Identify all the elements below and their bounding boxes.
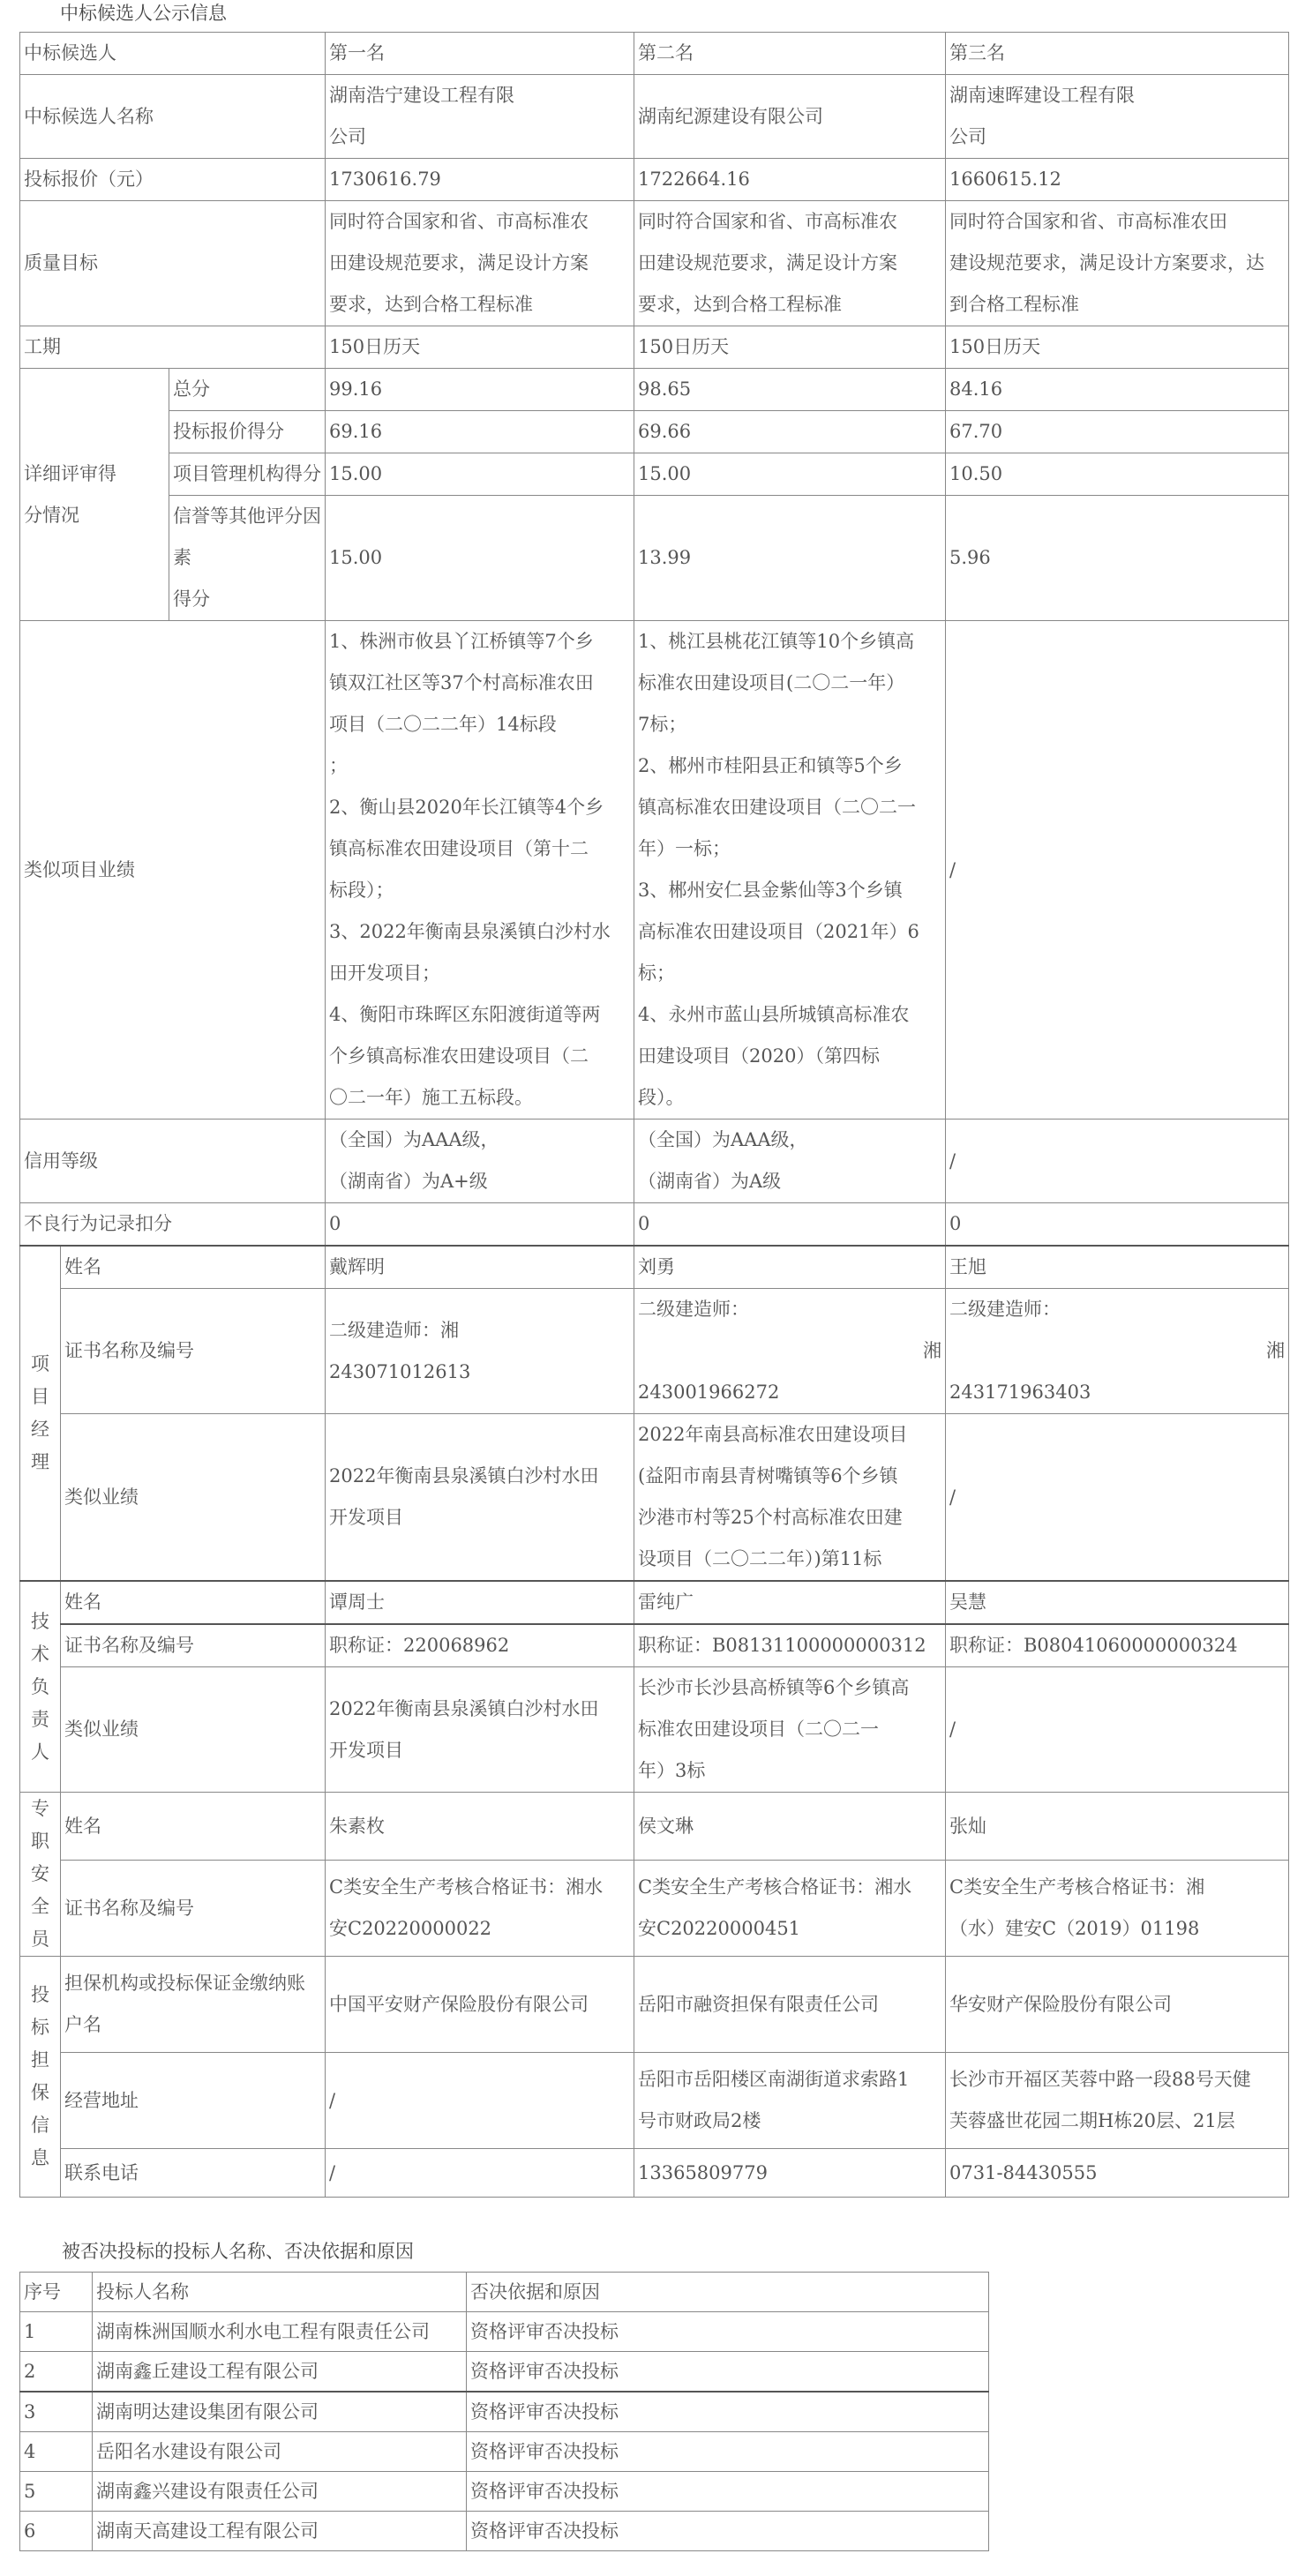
score-c1: 69.16 [326, 411, 634, 453]
tech-name-row [20, 1581, 1289, 1624]
safety-cert-c2: C类安全生产考核合格证书：湘水 安C20220000451 [634, 1861, 946, 1957]
quality-c2: 同时符合国家和省、市高标准农 田建设规范要求，满足设计方案 要求，达到合格工程标准 [634, 201, 946, 326]
similar-label: 类似项目业绩 [20, 621, 326, 1120]
row-bidder: 湖南鑫兴建设有限责任公司 [93, 2472, 467, 2512]
safety-group-label: 专 职 安 全 员 [20, 1793, 61, 1957]
tech-cert-c1: 职称证：220068962 [326, 1624, 634, 1667]
rank-1: 第一名 [326, 33, 634, 75]
row-bidder: 湖南天高建设工程有限公司 [93, 2512, 467, 2551]
tech-group-label: 技 术 负 责 人 [20, 1581, 61, 1793]
period-label: 工期 [20, 326, 326, 369]
score-other-row [20, 496, 1289, 621]
bad-record-c1: 0 [326, 1203, 634, 1247]
rejected-table [19, 2272, 989, 2551]
tech-name-c1: 谭周士 [326, 1581, 634, 1624]
pm-perf-label: 类似业绩 [61, 1414, 326, 1582]
bad-record-c3: 0 [946, 1203, 1289, 1247]
tech-cert-c3: 职称证：B08041060000000324 [946, 1624, 1289, 1667]
pm-name-row [20, 1246, 1289, 1289]
quality-label: 质量目标 [20, 201, 326, 326]
credit-c1: （全国）为AAA级， （湖南省）为A+级 [326, 1120, 634, 1203]
name-c1: 湖南浩宁建设工程有限 公司 [326, 75, 634, 159]
period-c3: 150日历天 [946, 326, 1289, 369]
table-row [20, 2392, 989, 2432]
bad-record-c2: 0 [634, 1203, 946, 1247]
safety-cert-c3: C类安全生产考核合格证书：湘 （水）建安C（2019）01198 [946, 1861, 1289, 1957]
name-c3: 湖南速晖建设工程有限 公司 [946, 75, 1289, 159]
table-row [20, 2312, 989, 2352]
similar-row [20, 621, 1289, 1120]
guarantee-addr-c2: 岳阳市岳阳楼区南湖街道求索路1 号市财政局2楼 [634, 2053, 946, 2149]
score-c1: 15.00 [326, 453, 634, 496]
caption-candidates: 中标候选人公示信息 [60, 3, 227, 24]
row-index: 1 [20, 2312, 93, 2352]
price-c2: 1722664.16 [634, 159, 946, 201]
safety-cert-row [20, 1861, 1289, 1957]
pm-cert-c3: 二级建造师： 湘 243171963403 [946, 1289, 1289, 1414]
col-bidder: 投标人名称 [93, 2273, 467, 2312]
guarantee-addr-c3: 长沙市开福区芙蓉中路一段88号天健 芙蓉盛世花园二期H栋20层、21层 [946, 2053, 1289, 2149]
tech-name-label: 姓名 [61, 1581, 326, 1624]
header-row [20, 33, 1289, 75]
table-row [20, 2512, 989, 2551]
row-reason: 资格评审否决投标 [467, 2312, 989, 2352]
row-reason: 资格评审否决投标 [467, 2352, 989, 2393]
rank-2: 第二名 [634, 33, 946, 75]
score-c3: 5.96 [946, 496, 1289, 621]
tech-perf-c1: 2022年衡南县泉溪镇白沙村水田 开发项目 [326, 1667, 634, 1793]
tech-cert-row [20, 1624, 1289, 1667]
candidates-table [19, 32, 1289, 2198]
tech-perf-c2: 长沙市长沙县高桥镇等6个乡镇高 标准农田建设项目（二〇二一 年）3标 [634, 1667, 946, 1793]
tech-name-c3: 吴慧 [946, 1581, 1289, 1624]
score-label: 投标报价得分 [169, 411, 326, 453]
guarantee-org-row [20, 1957, 1289, 2053]
safety-name-c2: 侯文琳 [634, 1793, 946, 1861]
period-c1: 150日历天 [326, 326, 634, 369]
score-mgmt-row [20, 453, 1289, 496]
quality-c1: 同时符合国家和省、市高标准农 田建设规范要求，满足设计方案 要求，达到合格工程标准 [326, 201, 634, 326]
period-row [20, 326, 1289, 369]
quality-c3: 同时符合国家和省、市高标准农田 建设规范要求，满足设计方案要求，达 到合格工程标准 [946, 201, 1289, 326]
row-reason: 资格评审否决投标 [467, 2472, 989, 2512]
score-c3: 67.70 [946, 411, 1289, 453]
safety-cert-label: 证书名称及编号 [61, 1861, 326, 1957]
safety-cert-c1: C类安全生产考核合格证书：湘水 安C20220000022 [326, 1861, 634, 1957]
row-index: 6 [20, 2512, 93, 2551]
quality-row [20, 201, 1289, 326]
row-bidder: 湖南明达建设集团有限公司 [93, 2392, 467, 2432]
score-c1: 99.16 [326, 369, 634, 411]
score-c3: 84.16 [946, 369, 1289, 411]
col-index: 序号 [20, 2273, 93, 2312]
guarantee-group-label: 投 标 担 保 信 息 [20, 1957, 61, 2198]
guarantee-tel-c3: 0731-84430555 [946, 2149, 1289, 2198]
score-c1: 15.00 [326, 496, 634, 621]
pm-perf-c1: 2022年衡南县泉溪镇白沙村水田 开发项目 [326, 1414, 634, 1582]
similar-c1: 1、株洲市攸县丫江桥镇等7个乡 镇双江社区等37个村高标准农田 项目（二〇二二年）14标段 ； 2、衡山县2020年长江镇等4个乡 镇高标准农田建设项目（第十二 标段）； 3、2022年衡南县泉溪镇白沙村水 田开发项目； 4、衡阳市珠晖区东阳渡街道等两 个乡镇高标准农田建设项目（二 〇二一年）施工五标段。 [326, 621, 634, 1120]
guarantee-tel-row [20, 2149, 1289, 2198]
name-row [20, 75, 1289, 159]
score-c2: 69.66 [634, 411, 946, 453]
pm-perf-c3: / [946, 1414, 1289, 1582]
caption-rejected: 被否决投标的投标人名称、否决依据和原因 [62, 2241, 414, 2262]
tech-perf-row [20, 1667, 1289, 1793]
bad-record-row [20, 1203, 1289, 1247]
name-label: 中标候选人名称 [20, 75, 326, 159]
rejected-header-row [20, 2273, 989, 2312]
pm-cert-label: 证书名称及编号 [61, 1289, 326, 1414]
row-reason: 资格评审否决投标 [467, 2512, 989, 2551]
score-other-label: 信誉等其他评分因素 得分 [169, 496, 326, 621]
rank-3: 第三名 [946, 33, 1289, 75]
row-index: 5 [20, 2472, 93, 2512]
price-c1: 1730616.79 [326, 159, 634, 201]
pm-cert-c2: 二级建造师： 湘 243001966272 [634, 1289, 946, 1414]
row-bidder: 湖南株洲国顺水利水电工程有限责任公司 [93, 2312, 467, 2352]
safety-name-c1: 朱素枚 [326, 1793, 634, 1861]
table-row [20, 2472, 989, 2512]
pm-name-c2: 刘勇 [634, 1246, 946, 1289]
row-index: 3 [20, 2392, 93, 2432]
col-reason: 否决依据和原因 [467, 2273, 989, 2312]
row-bidder: 岳阳名水建设有限公司 [93, 2432, 467, 2472]
price-label: 投标报价（元） [20, 159, 326, 201]
pm-name-label: 姓名 [61, 1246, 326, 1289]
tech-perf-label: 类似业绩 [61, 1667, 326, 1793]
bad-record-label: 不良行为记录扣分 [20, 1203, 326, 1247]
guarantee-tel-c2: 13365809779 [634, 2149, 946, 2198]
guarantee-tel-c1: / [326, 2149, 634, 2198]
score-c2: 15.00 [634, 453, 946, 496]
guarantee-tel-label: 联系电话 [61, 2149, 326, 2198]
score-label: 项目管理机构得分 [169, 453, 326, 496]
pm-cert-c1: 二级建造师：湘 243071012613 [326, 1289, 634, 1414]
pm-name-c3: 王旭 [946, 1246, 1289, 1289]
score-c2: 98.65 [634, 369, 946, 411]
row-index: 2 [20, 2352, 93, 2393]
row-bidder: 湖南鑫丘建设工程有限公司 [93, 2352, 467, 2393]
name-c2: 湖南纪源建设有限公司 [634, 75, 946, 159]
price-c3: 1660615.12 [946, 159, 1289, 201]
credit-row [20, 1120, 1289, 1203]
similar-c3: / [946, 621, 1289, 1120]
safety-name-c3: 张灿 [946, 1793, 1289, 1861]
pm-name-c1: 戴辉明 [326, 1246, 634, 1289]
table-row [20, 2432, 989, 2472]
guarantee-addr-c1: / [326, 2053, 634, 2149]
guarantee-org-c2: 岳阳市融资担保有限责任公司 [634, 1957, 946, 2053]
guarantee-addr-row [20, 2053, 1289, 2149]
safety-name-row [20, 1793, 1289, 1861]
score-group-label: 详细评审得 分情况 [20, 369, 169, 621]
score-c3: 10.50 [946, 453, 1289, 496]
pm-perf-row [20, 1414, 1289, 1582]
price-row [20, 159, 1289, 201]
credit-c3: / [946, 1120, 1289, 1203]
tech-cert-c2: 职称证：B08131100000000312 [634, 1624, 946, 1667]
guarantee-org-label: 担保机构或投标保证金缴纳账 户名 [61, 1957, 326, 2053]
credit-label: 信用等级 [20, 1120, 326, 1203]
tech-name-c2: 雷纯广 [634, 1581, 946, 1624]
score-label: 总分 [169, 369, 326, 411]
pm-perf-c2: 2022年南县高标准农田建设项目 (益阳市南县青树嘴镇等6个乡镇 沙港市村等25个村高标准农田建 设项目（二〇二二年）)第11标 [634, 1414, 946, 1582]
guarantee-org-c3: 华安财产保险股份有限公司 [946, 1957, 1289, 2053]
period-c2: 150日历天 [634, 326, 946, 369]
row-reason: 资格评审否决投标 [467, 2432, 989, 2472]
score-c2: 13.99 [634, 496, 946, 621]
guarantee-org-c1: 中国平安财产保险股份有限公司 [326, 1957, 634, 2053]
tech-cert-label: 证书名称及编号 [61, 1624, 326, 1667]
header-label: 中标候选人 [20, 33, 326, 75]
similar-c2: 1、桃江县桃花江镇等10个乡镇高 标准农田建设项目(二〇二一年） 7标； 2、郴州市桂阳县正和镇等5个乡 镇高标准农田建设项目（二〇二一 年）一标； 3、郴州安仁县金紫仙等3个乡镇 高标准农田建设项目（2021年）6 标； 4、永州市蓝山县所城镇高标准农 田建设项目（2020）（第四标 段）。 [634, 621, 946, 1120]
score-price-row [20, 411, 1289, 453]
pm-cert-row [20, 1289, 1289, 1414]
tech-perf-c3: / [946, 1667, 1289, 1793]
pm-group-label: 项 目 经 理 [20, 1246, 61, 1581]
table-row [20, 2352, 989, 2393]
safety-name-label: 姓名 [61, 1793, 326, 1861]
score-total-row [20, 369, 1289, 411]
row-index: 4 [20, 2432, 93, 2472]
guarantee-addr-label: 经营地址 [61, 2053, 326, 2149]
row-reason: 资格评审否决投标 [467, 2392, 989, 2432]
credit-c2: （全国）为AAA级， （湖南省）为A级 [634, 1120, 946, 1203]
